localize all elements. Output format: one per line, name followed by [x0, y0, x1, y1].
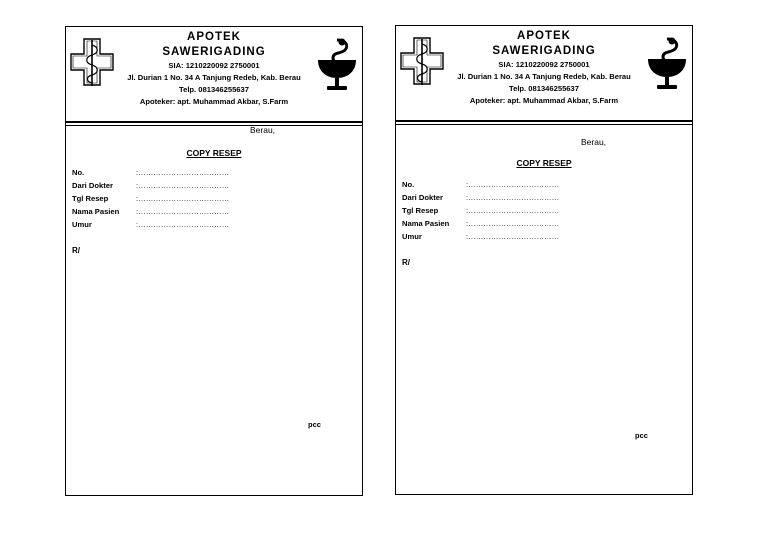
address: Jl. Durian 1 No. 34 A Tanjung Redeb, Kab. Berau	[457, 72, 631, 81]
field-row	[402, 217, 559, 230]
field-value: :………………………………	[466, 206, 560, 215]
field-label: No.	[72, 168, 85, 177]
sia-number: SIA: 1210220092 2750001	[498, 60, 590, 69]
pcc-label: pcc	[308, 420, 321, 429]
field-value: :………………………………	[136, 194, 230, 203]
field-row	[402, 230, 559, 243]
rx-symbol: R/	[72, 246, 80, 255]
field-value: :………………………………	[466, 193, 560, 202]
sia-number: SIA: 1210220092 2750001	[168, 61, 260, 70]
field-label: Nama Pasien	[72, 207, 120, 216]
field-value: :………………………………	[466, 232, 560, 241]
pharmacy-label: APOTEK	[517, 30, 571, 42]
field-label: Dari Dokter	[72, 181, 113, 190]
field-row	[72, 205, 229, 218]
field-row	[72, 166, 229, 179]
document-title: COPY RESEP	[186, 148, 242, 158]
bowl-of-hygieia-icon	[645, 37, 689, 91]
field-value: :………………………………	[136, 168, 230, 177]
letterhead-text	[446, 29, 642, 107]
field-label: No.	[402, 180, 415, 189]
rx-symbol: R/	[402, 258, 410, 267]
field-label: Umur	[402, 232, 422, 241]
date-label: Berau,	[581, 137, 607, 147]
field-row	[72, 218, 229, 231]
header-rule-thin	[66, 125, 362, 126]
phone: Telp. 081346255637	[509, 84, 579, 93]
field-row	[402, 191, 559, 204]
letterhead	[396, 26, 692, 123]
field-label: Umur	[72, 220, 92, 229]
field-label: Nama Pasien	[402, 219, 450, 228]
pharmacist: Apoteker: apt. Muhammad Akbar, S.Farm	[139, 97, 289, 106]
field-row	[72, 192, 229, 205]
header-rule-thin	[396, 124, 692, 125]
header-rule	[66, 121, 362, 123]
pcc-label: pcc	[635, 431, 648, 440]
field-label: Dari Dokter	[402, 193, 443, 202]
field-value: :………………………………	[136, 207, 230, 216]
field-value: :………………………………	[136, 181, 230, 190]
letterhead-text	[116, 30, 312, 108]
pharmacy-name: SAWERIGADING	[492, 45, 596, 57]
field-row	[402, 204, 559, 217]
pharmacy-name: SAWERIGADING	[162, 46, 266, 58]
field-value: :………………………………	[136, 220, 230, 229]
field-row	[72, 179, 229, 192]
field-label: Tgl Resep	[72, 194, 109, 203]
phone: Telp. 081346255637	[179, 85, 249, 94]
letterhead	[66, 27, 362, 124]
field-row	[402, 178, 559, 191]
document-title: COPY RESEP	[516, 158, 572, 168]
header-rule	[396, 120, 692, 122]
copy-resep-sheet-left	[65, 26, 363, 496]
pharmacist: Apoteker: apt. Muhammad Akbar, S.Farm	[469, 96, 619, 105]
copy-resep-sheet-right	[395, 25, 693, 495]
bowl-of-hygieia-icon	[315, 38, 359, 92]
pharmacy-label: APOTEK	[187, 31, 241, 43]
address: Jl. Durian 1 No. 34 A Tanjung Redeb, Kab. Berau	[127, 73, 301, 82]
date-label: Berau,	[250, 125, 276, 135]
field-value: :………………………………	[466, 180, 560, 189]
field-value: :………………………………	[466, 219, 560, 228]
field-label: Tgl Resep	[402, 206, 439, 215]
prescription-fields	[72, 166, 229, 231]
prescription-fields	[402, 178, 559, 243]
